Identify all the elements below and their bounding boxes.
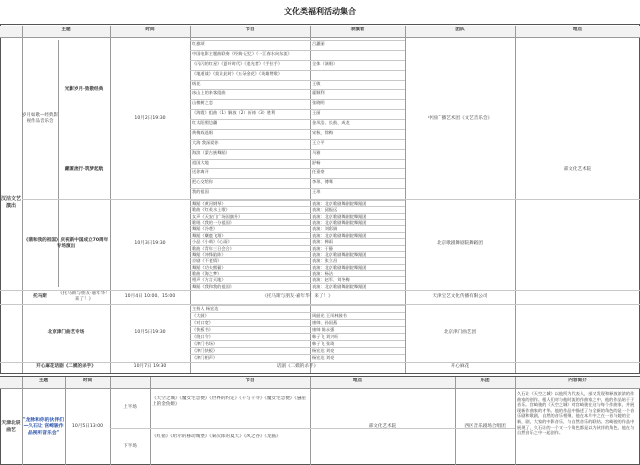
g2-performer: 表演：北京歌剧舞剧院舞蹈团 xyxy=(312,213,367,219)
g2-performer: 表演：赵军、刘冬梅 xyxy=(312,277,350,283)
s2-header-program: 节目 xyxy=(245,378,255,383)
g1-program: 海滨（蒙古族舞蹈） xyxy=(192,149,230,155)
group1-theme: 岁月如歌—经典影视作品音乐会 xyxy=(22,112,58,124)
g1-performer: 任嘉豪 xyxy=(312,169,325,175)
s2-venue: 部文化艺术院 xyxy=(368,424,397,430)
g4-performer: 韩子飞 刘兴旺 xyxy=(312,334,339,339)
group5-troupe: 开心麻花 xyxy=(450,364,470,370)
s2-header-session xyxy=(110,378,150,388)
section-label-1: 汉沽文艺演出 xyxy=(0,196,21,209)
g2-performer: 表演：杨洁 xyxy=(312,270,333,276)
group5-time: 10月7日 19:30 xyxy=(133,364,167,370)
g2-performer: 表演：北京歌剧舞剧院舞蹈团 xyxy=(312,201,367,206)
s2-session-pm: 下半场 xyxy=(123,443,137,449)
group3-program: 《托马斯与朋友·嘉年华！来了！》 xyxy=(262,293,333,299)
header-venue: 地点 xyxy=(572,27,583,32)
g2-performer: 表演：刘彩娟 xyxy=(312,226,338,232)
section-label-2: 天津北辰曲艺 xyxy=(1,421,21,433)
group4-troupe: 北京津门曲艺团 xyxy=(443,329,477,335)
s2-session-am: 上半场 xyxy=(123,405,137,411)
g4-program: 《快板书》 xyxy=(192,327,213,332)
g2-program: 歌唱《我的一分祖国》 xyxy=(192,220,234,226)
group2-theme: 《翡和我的祖国》庆祝新中国成立70周年专场演出 xyxy=(23,237,109,249)
g4-performer: 康帅 陈永强 xyxy=(312,327,335,332)
g2-performer: 表演：于静 xyxy=(312,245,333,251)
g1-program: 把心交给你 xyxy=(192,179,213,185)
g4-performer: 周韶光 王凤林鼓书 xyxy=(312,313,347,318)
header-program: 节目 xyxy=(245,27,255,32)
g2-performer: 表演：北京歌剧舞剧院舞蹈团 xyxy=(312,220,367,226)
g4-performer: 韩子飞 张琦 xyxy=(312,341,335,346)
g2-program: 舞蹈《麋鹿飞翔》 xyxy=(192,232,226,238)
g1-performer: 王琼 xyxy=(312,189,321,195)
g2-program: 舞蹈《我和我的祖国》 xyxy=(192,283,234,289)
group2-time: 10月3日19:30 xyxy=(134,240,166,246)
g1-performer: 李琼、傅骞 xyxy=(312,179,333,185)
header-troupe: 团队 xyxy=(455,27,465,32)
s2-header-theme: 主题 xyxy=(38,378,49,383)
group4-time: 10月5日19:30 xyxy=(134,329,166,335)
s2-header-intro: 内容简介 xyxy=(568,378,587,383)
g1-performer: 舒畅 xyxy=(312,159,321,165)
g1-program: 我的祖国 xyxy=(192,189,209,195)
g1-program: 《地道战》《莫让此时》《五朵金花》《英雄赞歌》 xyxy=(192,70,283,76)
g4-program: 《津门相声》 xyxy=(192,355,218,360)
g1-performer: 宋秋、徐梅 xyxy=(312,129,333,135)
g1-performer: 马雅 xyxy=(312,149,321,155)
group2-troupe: 北京歌剧舞剧院舞蹈团 xyxy=(437,240,483,246)
section1-venue: 部文化艺术院 xyxy=(563,166,592,172)
g1-program: 送你离开 xyxy=(192,169,209,175)
page-title: 文化类福利活动集合 xyxy=(284,7,356,16)
g1-program: 冰山上的来客组曲 xyxy=(192,90,226,96)
g1-performer: 吕蕙丽 xyxy=(312,41,325,46)
g2-performer: 表演：北京歌剧舞剧院舞蹈团 xyxy=(312,251,367,257)
g1-program: 中国电影主题曲联奏《经典·记忆》《一江春水向东流》 xyxy=(192,50,292,56)
g2-program: 歌曲《海之梦》 xyxy=(192,270,222,276)
g1-program: 大海 我深爱你 xyxy=(192,139,219,145)
g4-performer: 康帅、孙国燕 xyxy=(312,320,338,325)
g2-program: 歌曲《青年三日会合》 xyxy=(192,245,234,251)
g2-program: 舞蹈《冲锋陷阵》 xyxy=(192,251,226,257)
g2-program: 小品《小萌》《心雨》 xyxy=(192,239,232,245)
group4-theme: 北京津门曲艺专场 xyxy=(47,329,85,335)
g1-program: 红旗颂 xyxy=(192,41,205,46)
g2-program: 女声《天安门广场国旗升》 xyxy=(192,213,243,219)
group1-troupe: 中国广播艺术团《文艺音乐会》 xyxy=(427,115,493,121)
g1-program: 祖国大地 xyxy=(192,159,209,165)
s2-header-time: 时间 xyxy=(82,378,93,383)
g1-performer xyxy=(312,51,403,60)
group3-theme: 《托马斯与朋友·嘉年华！来了！》 xyxy=(58,291,110,302)
g1-program: 黄梅戏选唱 xyxy=(192,129,213,135)
g1-performer: 霍顺利 xyxy=(312,90,325,96)
g2-program: 舞蹈《冷巷》 xyxy=(192,226,218,232)
g4-program: 《津门书场》 xyxy=(192,341,218,346)
g1-program: 《海霞》组曲（1）解放（2）祈祷（3）胜利 xyxy=(192,110,276,116)
s2-theme: "龙脉和你的伙伴们—久石让 宫崎骏作品视听音乐会" xyxy=(23,418,64,436)
g4-performer: 杨宏达 刘亮 xyxy=(312,355,335,360)
g1-performer: 王立平 xyxy=(312,139,325,145)
g1-performer: 金凤浩、长鼓、成龙 xyxy=(312,120,350,125)
s2-pm-programs: 《红猪》《哈尔的移动城堡》《菊次郎的夏天》《风之谷》《龙猫》 xyxy=(152,434,281,439)
g2-performer: 表演：邱振远 xyxy=(312,207,338,213)
header-theme: 主题 xyxy=(61,27,71,32)
group5-program: 话剧《二嫫的杀手》 xyxy=(276,364,319,370)
group3-label: 托马斯 xyxy=(33,293,47,299)
header-time: 时间 xyxy=(145,27,155,32)
g4-program: 《大鼓》 xyxy=(192,313,209,318)
s2-am-programs: 《天空之城》《魔女宅急便》《世界的约定》《千与千寻》《魔女宅急便》《悬崖上的金鱼姬》 xyxy=(152,396,306,408)
s2-header-venue: 地点 xyxy=(352,378,363,383)
s2-intro: 久石让《天空之城》以他所为代表人，部又发现和释放浓浓的作曲家的创作。根人们对与他时流的作曲家之中，他的作品始于于音乐。宫崎骏的《天空之城》对宫崎骏在这与每个作曲家，并展现新作曲家的才华。他的作品中描述了与全新的角色的是一个音乐剧和歌剧，自然的音乐相聚，他在本片中之在一首与她的全新，剧，大家的中影音乐，与自然音乐的联结。宫崎骏的作品中展现了，久石让的一个又一个角色都是以为伙伴的角色，他在与自然音乐之中一起创作。 xyxy=(517,391,635,436)
g2-program: 舞蹈《功夫熊猫》 xyxy=(192,264,226,270)
group1-time: 10月2日19:30 xyxy=(134,115,166,121)
g1-program: 山楂树之恋 xyxy=(192,100,213,106)
group1-sub2: 藏匿流行·筑梦起航 xyxy=(64,166,104,172)
g1-performer: 全体（演唱） xyxy=(312,60,338,66)
g2-program: 歌曲《红英水上歌》 xyxy=(192,207,230,213)
s2-troupe: 西区音乐剧场合唱团 xyxy=(464,424,506,430)
s2-header-troupe: 乐团 xyxy=(480,378,490,383)
header-performer: 表演者 xyxy=(350,27,365,32)
g4-performer: 杨宏达 刘亮 xyxy=(312,348,335,353)
g2-performer: 表演：韩雨 xyxy=(312,239,333,245)
g1-program: 红太阳照边疆 xyxy=(192,120,218,125)
g2-performer: 表演：北京歌剧舞剧院舞蹈团 xyxy=(312,232,367,238)
g1-performer: 张晓明 xyxy=(312,100,325,106)
g2-performer: 表演：北京歌剧舞剧院舞蹈团 xyxy=(312,264,367,270)
g4-program: 《对口宽》 xyxy=(192,320,213,325)
g4-program: 主持人 杨宏达 xyxy=(192,306,219,311)
g2-program: 京剧《不老情》 xyxy=(192,258,222,264)
g2-performer: 表演：北京歌剧舞剧院舞蹈团 xyxy=(312,283,367,289)
group3-troupe: 天津宝艺文化传播有限公司 xyxy=(432,293,488,299)
g2-performer: 表演：张立昌 xyxy=(312,258,338,264)
g2-program: 相声《方言天地》 xyxy=(192,277,226,283)
g4-program: 《绕口令》 xyxy=(192,334,213,339)
g1-performer xyxy=(312,71,403,80)
g1-performer: 王敏 xyxy=(312,80,321,86)
g4-program: 《津门快板》 xyxy=(192,348,218,353)
group3-time: 10月4日 10:00、15:00 xyxy=(124,293,176,299)
g1-program: 《闪闪的红星》《夏叶时代》《追光者》《手拉手》 xyxy=(192,60,283,66)
group1-sub1: 光影岁月·致敬经典 xyxy=(64,86,104,92)
g2-program: 舞蹈《黄河钢琴》 xyxy=(192,201,226,206)
group5-theme: 开心麻花话剧《二嫫的杀手》 xyxy=(36,364,96,370)
g1-performer: 王丽 xyxy=(312,110,321,116)
g1-program: 绒花 xyxy=(192,80,201,86)
s2-date: 10月5日13:00 xyxy=(71,424,104,430)
